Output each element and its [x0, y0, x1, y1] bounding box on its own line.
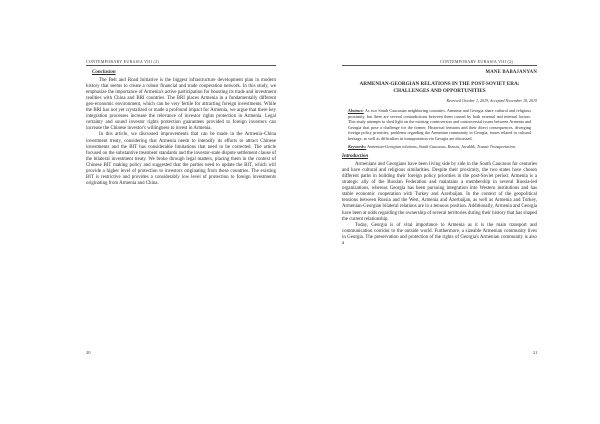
section-heading-conclusion: Conclusion [92, 70, 116, 75]
right-page [300, 0, 600, 424]
abstract-text: As two South Caucasian neighboring countries, Armenia and Georgia share cultural and religious proximity, but there are several contradictions between them caused by both external and internal factors. This study attempts to shed light on the existing controversies and controversial issues between Armenia and Georgia that pose a challenge for the former. Historical tensions and their direct consequences, diverging foreign policy priorities, problems regarding the Armenian community in Georgia, issues related to cultural heritage, as well as difficulties in transportation via Georgia are discussed. [348, 108, 531, 142]
abstract-label: Abstract: [348, 108, 364, 114]
keywords-label: Keywords: [348, 143, 367, 149]
article-title: ARMENIAN-GEORGIAN RELATIONS IN THE POST-SOVIET ERA: CHALLENGES AND OPPORTUNITIES [359, 81, 520, 94]
running-head: CONTEMPORARY EURASIA VIII (2) [440, 59, 514, 64]
keywords [348, 144, 531, 150]
left-text-column [86, 70, 276, 187]
section-heading-introduction: Introduction [342, 154, 369, 160]
right-text-column [342, 70, 537, 247]
paragraph: The Belt and Road Initiative is the biggest infrastructure development plan in modern history that seems to create a robust financial and trade cooperation network. In this study, we emphasize the importance of Armenia's active participation for boosting its trade and investment realities with China and BRI countries. The BRI places Armenia in a fundamentally different geo-economic environment, which can be very fertile for attracting foreign investments. While the BRI has not yet crystalized or made a profound impact for Armenia, we argue that there key integration processes increase the relevance of investor rights protection in Armenia. Legal certainty and sound investor rights protection guarantees provided to foreign investors can increase the Chinese investor's willingness to invest in Armenia. [86, 78, 276, 132]
running-head: CONTEMPORARY EURASIA VIII (2) [86, 59, 160, 64]
page-number: 21 [533, 350, 538, 355]
paragraph: Armenians and Georgians have been living side by side in the South Caucasus for centuries and have cultural and religious similarities. Despite their proximity, the two states have chosen different paths in building their foreign policy priorities in the post-Soviet period. Armenia is a strategic ally of the Russian Federation and maintains a membership in several Russia-led organizations, whereas Georgia has been pursuing integration into Western institutions and has stable economic cooperation with Turkey and Azerbaijan. In the context of the geopolitical tensions between Russia and the West, Armenia and Azerbaijan, as well as Armenia and Turkey, Armenian-Georgian bilateral relations are in a tenuous position. Additionally, Armenia and Georgia have been at odds regarding the ownership of several territories during their history that has shaped the current relationship. [342, 162, 537, 222]
author-name: MANE BABAJANYAN [485, 70, 537, 75]
abstract [348, 108, 531, 141]
paragraph: Today, Georgia is of vital importance to Armenia as it is the main transport and communication corridor to the outside world. Furthermore, a sizeable Armenian community lives in Georgia. The preservation and protection of the rights of Georgia's Armenian community is also a [342, 222, 537, 246]
header-rule [86, 65, 276, 66]
page-number: 20 [86, 350, 91, 355]
keywords-text: Armenian-Georgian relations, South Caucasus, Russia, Javakhk, Transit Transportation. [366, 143, 516, 149]
header-rule [342, 65, 537, 66]
paragraph: In this article, we discussed improvements that can be made in the Armenia–China investment treaty, considering that Armenia needs to intensify its efforts to attract Chinese investments and the BIT has considerable limitations that need to be corrected. The article focused on the substantive treatment standards and the investor-state dispute settlement clause of the bilateral investment treaty. We broke through legal matters, placing them in the context of Chinese BIT making policy and suggested that the parties need to update the BIT, which will provide a higher level of protection to investors originating from these countries. The existing BIT is restrictive and provides a considerably low level of protection to foreign investments originating from Armenia and China. [86, 132, 276, 186]
received-date: Received October 1, 2019, Accepted November 18, 2019 [446, 98, 537, 104]
